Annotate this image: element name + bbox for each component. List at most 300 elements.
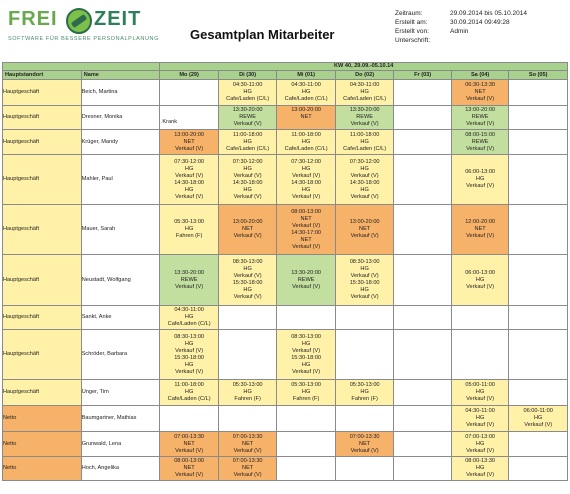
- cell-shift[interactable]: [277, 380, 336, 406]
- shift-line: 07:00-13:30: [232, 433, 263, 440]
- cell-shift[interactable]: [218, 306, 277, 330]
- shift-line: Verkauf (V): [466, 145, 495, 152]
- shift-line: 08:30-13:00: [349, 259, 380, 265]
- cell-location: Hauptgeschäft: [3, 80, 82, 106]
- shift-line: 07:30-12:00: [291, 158, 322, 165]
- shift-line: Verkauf (V): [292, 193, 321, 200]
- shift-line: 13:00-20:00: [349, 219, 380, 225]
- column-header-day: Mi (01): [277, 71, 336, 80]
- shift-line: 04:30-11:00: [465, 408, 495, 414]
- shift-line: Cafe/Laden (C/L): [343, 145, 387, 152]
- cell-shift[interactable]: [451, 457, 509, 481]
- cell-employee-name[interactable]: Neustadt, Wolfgang: [81, 255, 160, 306]
- cell-shift[interactable]: [335, 106, 394, 130]
- shift-line: Verkauf (V): [466, 396, 495, 402]
- meta-row: [395, 36, 565, 45]
- shift-line: HG: [475, 389, 485, 395]
- cell-shift[interactable]: [509, 255, 568, 306]
- shift-line: Verkauf (V): [466, 422, 495, 428]
- shift-line: HG: [360, 165, 369, 172]
- shift-line: Verkauf (V): [466, 447, 495, 454]
- shift-line: NET: [242, 440, 254, 447]
- shift-line: Verkauf (V): [175, 283, 204, 290]
- cell-shift[interactable]: [160, 155, 219, 205]
- shift-line: 11:00-18:00: [232, 131, 263, 138]
- shift-line: HG: [243, 165, 252, 172]
- cell-employee-name[interactable]: Grunwald, Lena: [81, 432, 160, 457]
- cell-shift[interactable]: [509, 155, 568, 205]
- shift-line: 11:00-18:00: [174, 382, 204, 388]
- cell-location: Hauptgeschäft: [3, 255, 82, 306]
- cell-shift[interactable]: [335, 406, 394, 432]
- shift-line: 07:00-13:00: [465, 433, 496, 440]
- cell-shift[interactable]: [160, 330, 219, 380]
- cell-location: Hauptgeschäft: [3, 205, 82, 255]
- shift-line: Verkauf (V): [350, 121, 379, 127]
- table-row: [3, 306, 568, 330]
- table-row: [3, 106, 568, 130]
- cell-shift[interactable]: [335, 205, 394, 255]
- table-row: [3, 205, 568, 255]
- cell-shift[interactable]: [335, 80, 394, 106]
- cell-shift[interactable]: [509, 406, 568, 432]
- cell-shift[interactable]: [394, 106, 452, 130]
- cell-shift[interactable]: [394, 255, 452, 306]
- cell-shift[interactable]: [509, 330, 568, 380]
- shift-line: REWE: [471, 138, 489, 145]
- shift-line: Cafe/Laden (C/L): [167, 396, 211, 402]
- shift-line: Verkauf (V): [350, 233, 379, 239]
- shift-line: 13:00-20:00: [174, 131, 205, 138]
- cell-shift[interactable]: [451, 205, 509, 255]
- shift-line: HG: [360, 287, 369, 293]
- cell-shift[interactable]: [160, 432, 219, 457]
- shift-line: HG: [243, 287, 252, 293]
- shift-line: HG: [301, 165, 311, 172]
- shift-line: HG: [301, 389, 311, 395]
- shift-line: REWE: [239, 114, 257, 120]
- shift-line: 08:30-13:00: [291, 333, 322, 340]
- cell-shift[interactable]: [160, 457, 219, 481]
- cell-shift[interactable]: [451, 432, 509, 457]
- shift-line: Cafe/Laden (C/L): [226, 96, 270, 102]
- cell-employee-name[interactable]: Krüger, Mandy: [81, 130, 160, 155]
- cell-shift[interactable]: [394, 155, 452, 205]
- cell-shift[interactable]: [277, 80, 336, 106]
- shift-line: 07:00-13:30: [232, 458, 263, 464]
- cell-shift[interactable]: [160, 205, 219, 255]
- cell-employee-name[interactable]: Hoch, Angelika: [81, 457, 160, 481]
- shift-line: 14:30-18:00: [232, 179, 263, 186]
- table-row: [3, 380, 568, 406]
- cell-shift[interactable]: [394, 306, 452, 330]
- cell-employee-name[interactable]: Mauer, Sarah: [81, 205, 160, 255]
- cell-shift[interactable]: [277, 432, 336, 457]
- shift-line: Verkauf (V): [292, 172, 321, 179]
- shift-line: 08:00-15:00: [465, 131, 496, 138]
- cell-shift[interactable]: [451, 330, 509, 380]
- table-row: [3, 80, 568, 106]
- cell-shift[interactable]: [218, 106, 277, 130]
- cell-shift[interactable]: [335, 330, 394, 380]
- cell-shift[interactable]: [509, 380, 568, 406]
- shift-line: 08:00-13:00: [291, 208, 322, 215]
- shift-line: 07:00-13:30: [174, 433, 205, 440]
- cell-location: Hauptgeschäft: [3, 106, 82, 130]
- cell-location: Hauptgeschäft: [3, 330, 82, 380]
- shift-line: Verkauf (V): [466, 96, 495, 102]
- meta-row: [395, 9, 565, 18]
- shift-line: 14:30-18:00: [349, 179, 380, 186]
- week-header-spacer: [3, 63, 160, 71]
- meta-value: 30.09.2014 09:49:28: [450, 19, 510, 26]
- cell-shift[interactable]: [277, 205, 336, 255]
- shift-line: HG: [184, 165, 194, 172]
- cell-shift[interactable]: [394, 457, 452, 481]
- cell-shift[interactable]: [218, 130, 277, 155]
- cell-shift[interactable]: [160, 255, 219, 306]
- cell-shift[interactable]: [160, 306, 219, 330]
- shift-line: HG: [243, 186, 252, 193]
- cell-shift[interactable]: [218, 205, 277, 255]
- shift-line: 11:00-18:00: [349, 131, 380, 138]
- shift-line: REWE: [356, 114, 374, 120]
- shift-line: Verkauf (V): [466, 121, 495, 127]
- cell-shift[interactable]: [394, 130, 452, 155]
- column-header-day: Mo (29): [160, 71, 219, 80]
- table-row: [3, 130, 568, 155]
- cell-shift[interactable]: [451, 155, 509, 205]
- shift-line: HG: [475, 440, 485, 447]
- meta-value: 29.09.2014 bis 05.10.2014: [450, 10, 527, 17]
- cell-shift[interactable]: [451, 106, 509, 130]
- meta-row: [395, 18, 565, 27]
- schedule-table: [2, 62, 568, 481]
- column-header-day: Fr (03): [394, 71, 452, 80]
- cell-shift[interactable]: [335, 155, 394, 205]
- cell-shift[interactable]: [509, 306, 568, 330]
- column-header-row: [3, 71, 568, 80]
- shift-line: 06:00-11:00: [523, 408, 553, 414]
- cell-shift[interactable]: [451, 380, 509, 406]
- cell-shift[interactable]: [160, 380, 219, 406]
- cell-shift[interactable]: [509, 457, 568, 481]
- shift-line: 14:30-17:00: [291, 229, 322, 236]
- meta-label: Zeitraum:: [395, 10, 423, 17]
- shift-line: 05:00-11:00: [465, 382, 495, 388]
- shift-line: 08:00-13:00: [174, 458, 205, 464]
- shift-line: 07:30-12:00: [232, 158, 263, 165]
- cell-shift[interactable]: [394, 80, 452, 106]
- shift-line: 06:00-13:00: [465, 269, 496, 276]
- schedule-body: [3, 80, 568, 481]
- shift-line: 12:00-20:00: [465, 219, 496, 225]
- shift-line: Verkauf (V): [292, 222, 321, 229]
- cell-shift[interactable]: [160, 80, 219, 106]
- shift-line: Verkauf (V): [466, 233, 495, 239]
- shift-line: HG: [184, 226, 194, 232]
- cell-shift[interactable]: [218, 255, 277, 306]
- cell-shift[interactable]: [160, 106, 219, 130]
- shift-line: HG: [360, 138, 369, 145]
- shift-line: NET: [300, 236, 312, 243]
- shift-line: NET: [474, 89, 486, 95]
- shift-line: Verkauf (V): [175, 347, 204, 354]
- shift-line: HG: [243, 138, 252, 145]
- shift-line: REWE: [471, 114, 489, 120]
- cell-shift[interactable]: [277, 106, 336, 130]
- cell-shift[interactable]: [335, 130, 394, 155]
- cell-employee-name[interactable]: Mahler, Paul: [81, 155, 160, 205]
- shift-line: Verkauf (V): [292, 368, 321, 375]
- shift-line: HG: [243, 389, 252, 395]
- shift-line: Verkauf (V): [175, 447, 204, 454]
- logo-word-right: ZEIT: [94, 8, 142, 30]
- cell-shift[interactable]: [394, 380, 452, 406]
- shift-line: NET: [242, 465, 254, 471]
- cell-shift[interactable]: [451, 80, 509, 106]
- meta-value: [450, 36, 565, 45]
- logo-word-left: FREI: [8, 8, 58, 30]
- shift-line: Fahren (F): [351, 396, 378, 402]
- shift-line: HG: [301, 89, 311, 95]
- logo-clock-icon: [66, 8, 92, 34]
- cell-shift[interactable]: [277, 306, 336, 330]
- shift-line: Verkauf (V): [233, 233, 262, 239]
- cell-shift[interactable]: [509, 205, 568, 255]
- cell-location: Hauptgeschäft: [3, 380, 82, 406]
- cell-shift[interactable]: [218, 155, 277, 205]
- cell-shift[interactable]: [509, 130, 568, 155]
- shift-line: Krank: [162, 119, 177, 125]
- shift-line: 15:30-18:00: [291, 354, 322, 361]
- shift-line: 13:30-20:00: [291, 269, 322, 276]
- shift-line: Verkauf (V): [292, 243, 321, 250]
- cell-employee-name[interactable]: Unger, Tim: [81, 380, 160, 406]
- shift-line: Verkauf (V): [233, 294, 262, 300]
- cell-shift[interactable]: [335, 306, 394, 330]
- shift-line: 08:00-13:30: [465, 458, 496, 464]
- shift-line: Verkauf (V): [175, 145, 204, 152]
- table-row: [3, 406, 568, 432]
- shift-line: Verkauf (V): [524, 422, 553, 428]
- cell-employee-name[interactable]: Dresner, Monika: [81, 106, 160, 130]
- shift-line: Fahren (F): [234, 396, 261, 402]
- cell-location: Hauptgeschäft: [3, 306, 82, 330]
- shift-line: Verkauf (V): [350, 294, 379, 300]
- shift-line: NET: [183, 440, 195, 447]
- shift-line: NET: [242, 226, 254, 232]
- shift-line: HG: [301, 361, 311, 368]
- shift-line: HG: [360, 266, 369, 272]
- shift-line: HG: [184, 186, 194, 193]
- shift-line: HG: [360, 389, 369, 395]
- meta-row: [395, 27, 565, 36]
- shift-line: Verkauf (V): [292, 347, 321, 354]
- cell-shift[interactable]: [335, 380, 394, 406]
- shift-line: HG: [301, 138, 311, 145]
- cell-location: Hauptgeschäft: [3, 155, 82, 205]
- shift-line: 04:30-11:00: [349, 82, 380, 88]
- cell-shift[interactable]: [218, 380, 277, 406]
- shift-line: Verkauf (V): [350, 273, 379, 279]
- cell-shift[interactable]: [277, 130, 336, 155]
- shift-line: HG: [184, 361, 194, 368]
- column-header-day: Sa (04): [451, 71, 509, 80]
- shift-line: 05:30-13:00: [174, 219, 205, 225]
- shift-line: NET: [183, 465, 195, 471]
- shift-line: Verkauf (V): [466, 472, 495, 478]
- shift-line: 13:00-20:00: [232, 219, 263, 225]
- shift-line: 06:00-13:00: [465, 169, 496, 175]
- meta-label: Erstellt am:: [395, 19, 428, 26]
- shift-line: 06:30-13:30: [465, 82, 496, 88]
- column-header-name: Name: [81, 71, 160, 80]
- cell-location: Netto: [3, 406, 82, 432]
- week-header-row: [3, 63, 568, 71]
- cell-shift[interactable]: [218, 330, 277, 380]
- cell-shift[interactable]: [394, 432, 452, 457]
- shift-line: 05:30-13:00: [349, 382, 380, 388]
- cell-shift[interactable]: [394, 406, 452, 432]
- shift-line: 05:30-13:00: [291, 382, 322, 388]
- cell-shift[interactable]: [451, 130, 509, 155]
- cell-shift[interactable]: [509, 432, 568, 457]
- shift-line: 14:30-18:00: [291, 179, 322, 186]
- shift-line: HG: [360, 89, 369, 95]
- shift-line: Cafe/Laden (C/L): [284, 96, 328, 102]
- shift-line: Verkauf (V): [466, 283, 495, 290]
- shift-line: NET: [359, 226, 371, 232]
- cell-shift[interactable]: [218, 406, 277, 432]
- table-row: [3, 255, 568, 306]
- shift-line: HG: [301, 340, 311, 347]
- cell-shift[interactable]: [509, 106, 568, 130]
- shift-line: 13:00-20:00: [465, 107, 496, 113]
- cell-shift[interactable]: [218, 80, 277, 106]
- meta-label: Erstellt von:: [395, 28, 429, 35]
- shift-line: 15:30-18:00: [349, 280, 380, 286]
- cell-shift[interactable]: [335, 457, 394, 481]
- shift-line: NET: [474, 226, 486, 232]
- meta-value: Admin: [450, 28, 469, 35]
- cell-shift[interactable]: [277, 255, 336, 306]
- table-row: [3, 457, 568, 481]
- shift-line: Cafe/Laden (C/L): [226, 145, 270, 152]
- shift-line: 07:30-12:00: [349, 158, 380, 165]
- shift-line: HG: [184, 340, 194, 347]
- cell-employee-name[interactable]: Beich, Martina: [81, 80, 160, 106]
- shift-line: 08:30-13:00: [232, 259, 263, 265]
- cell-shift[interactable]: [451, 406, 509, 432]
- shift-line: 13:30-20:00: [174, 269, 205, 276]
- shift-line: Verkauf (V): [175, 472, 204, 478]
- shift-line: 07:00-13:30: [349, 433, 380, 440]
- cell-employee-name[interactable]: Schröder, Barbara: [81, 330, 160, 380]
- logo: [8, 8, 158, 48]
- shift-line: 04:30-11:00: [232, 82, 263, 88]
- cell-shift[interactable]: [335, 432, 394, 457]
- column-header-day: So (05): [509, 71, 568, 80]
- cell-shift[interactable]: [160, 130, 219, 155]
- shift-line: Cafe/Laden (C/L): [284, 145, 328, 152]
- shift-line: HG: [301, 186, 311, 193]
- shift-line: Cafe/Laden (C/L): [167, 321, 211, 327]
- shift-line: HG: [475, 415, 485, 421]
- shift-line: 13:00-20:00: [291, 107, 322, 113]
- shift-line: Verkauf (V): [233, 121, 262, 127]
- cell-shift[interactable]: [394, 330, 452, 380]
- shift-line: HG: [533, 415, 543, 421]
- shift-line: HG: [243, 89, 252, 95]
- shift-line: NET: [300, 114, 312, 120]
- shift-line: HG: [243, 266, 252, 272]
- cell-shift[interactable]: [277, 406, 336, 432]
- shift-line: 15:30-18:00: [232, 280, 263, 286]
- column-header-day: Di (30): [218, 71, 277, 80]
- shift-line: Verkauf (V): [292, 283, 321, 290]
- shift-line: NET: [183, 138, 195, 145]
- cell-location: Netto: [3, 457, 82, 481]
- shift-line: 13:30-20:00: [232, 107, 263, 113]
- cell-shift[interactable]: [218, 457, 277, 481]
- cell-location: Hauptgeschäft: [3, 130, 82, 155]
- shift-line: HG: [475, 465, 485, 471]
- cell-shift[interactable]: [277, 457, 336, 481]
- shift-line: Verkauf (V): [233, 273, 262, 279]
- shift-line: 11:00-18:00: [291, 131, 321, 138]
- cell-shift[interactable]: [451, 255, 509, 306]
- shift-line: 08:30-13:00: [174, 333, 205, 340]
- column-header-day: Do (02): [335, 71, 394, 80]
- shift-line: Verkauf (V): [350, 172, 379, 179]
- cell-shift[interactable]: [394, 205, 452, 255]
- shift-line: 14:30-18:00: [174, 179, 205, 186]
- shift-line: 07:30-12:00: [174, 158, 205, 165]
- cell-shift[interactable]: [509, 80, 568, 106]
- cell-location: Netto: [3, 432, 82, 457]
- shift-line: HG: [475, 276, 485, 283]
- shift-line: HG: [184, 389, 194, 395]
- week-label: KW 40, 29.09.-05.10.14: [160, 63, 568, 71]
- shift-line: Verkauf (V): [233, 172, 262, 179]
- shift-line: [277, 121, 335, 128]
- shift-line: Verkauf (V): [350, 447, 379, 454]
- shift-line: Verkauf (V): [233, 472, 262, 478]
- shift-line: NET: [359, 440, 371, 447]
- cell-shift[interactable]: [277, 330, 336, 380]
- column-header-location: Hauptstandort: [3, 71, 82, 80]
- report-meta: [395, 9, 565, 45]
- meta-label: Unterschrift:: [395, 37, 431, 44]
- shift-line: Verkauf (V): [350, 193, 379, 200]
- logo-tagline: SOFTWARE FÜR BESSERE PERSONALPLANUNG: [8, 36, 159, 42]
- shift-line: 04:30-11:00: [291, 82, 321, 88]
- shift-line: REWE: [180, 276, 198, 283]
- cell-shift[interactable]: [160, 406, 219, 432]
- cell-employee-name[interactable]: Baumgartner, Mathias: [81, 406, 160, 432]
- shift-line: 13:30-20:00: [349, 107, 380, 113]
- cell-shift[interactable]: [218, 432, 277, 457]
- shift-line: Verkauf (V): [233, 447, 262, 454]
- shift-line: Verkauf (V): [175, 368, 204, 375]
- cell-employee-name[interactable]: Sankt, Anke: [81, 306, 160, 330]
- shift-line: Verkauf (V): [175, 172, 204, 179]
- cell-shift[interactable]: [277, 155, 336, 205]
- cell-shift[interactable]: [451, 306, 509, 330]
- shift-line: Verkauf (V): [233, 193, 262, 200]
- cell-shift[interactable]: [335, 255, 394, 306]
